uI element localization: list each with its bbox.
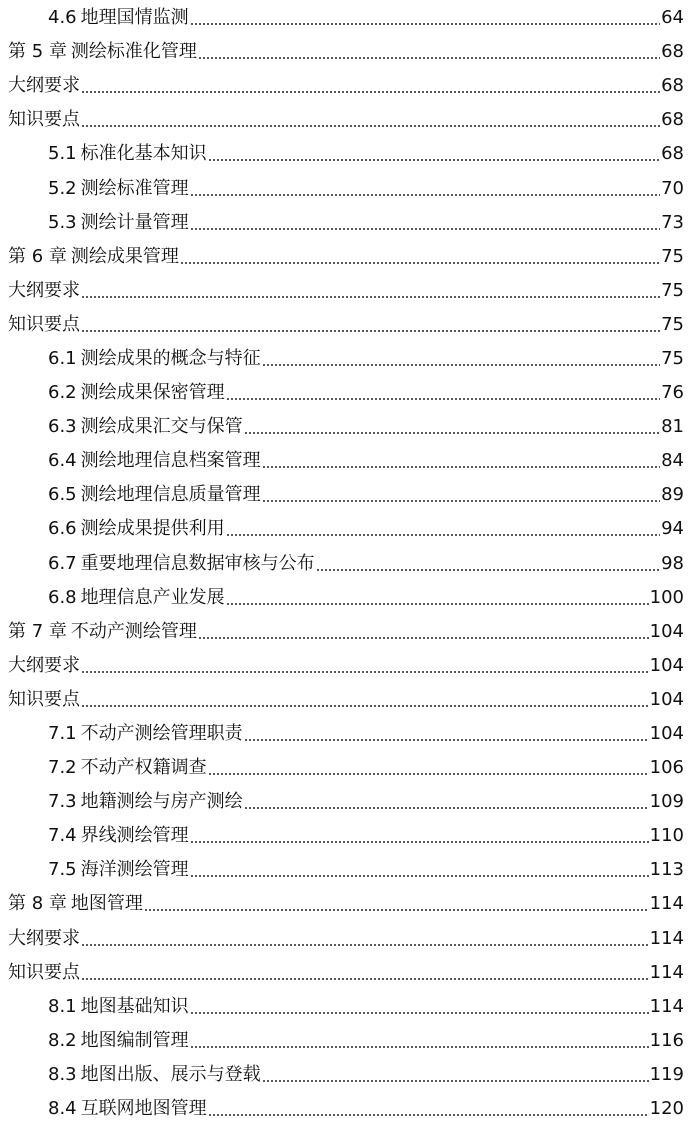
toc-chapter-entry: [0, 887, 700, 921]
toc-entry-number: 6.5: [48, 484, 77, 506]
toc-page-number: 68: [661, 109, 684, 131]
toc-entry-title-group: [48, 996, 189, 1018]
toc-entry-title: 重要地理信息数据审核与公布: [80, 552, 315, 574]
toc-chapter-entry: [0, 649, 700, 683]
toc-section-entry: [0, 206, 700, 240]
toc-section-entry: [0, 376, 700, 410]
toc-entry-title-group: [48, 518, 225, 540]
dot-leader: [81, 963, 649, 985]
toc-page-number: 120: [649, 1098, 684, 1120]
toc-page-number: 110: [649, 825, 684, 847]
toc-page-number: 114: [649, 995, 684, 1017]
toc-page-number: 119: [649, 1063, 684, 1085]
toc-page-number: 68: [661, 143, 684, 165]
toc-page-number: 75: [661, 313, 684, 335]
toc-entry-title-group: [8, 655, 80, 677]
toc-page-number: 113: [649, 859, 684, 881]
toc-entry-title: 测绘地理信息档案管理: [80, 450, 261, 472]
toc-entry-number: 6.1: [48, 347, 77, 369]
toc-page-number: 109: [649, 791, 684, 813]
toc-entry-number: 第 6 章: [8, 245, 67, 267]
toc-page-number: 75: [661, 279, 684, 301]
toc-entry-number: 6.8: [48, 586, 77, 608]
dot-leader: [262, 349, 660, 371]
dot-leader: [190, 826, 649, 848]
toc-chapter-entry: [0, 683, 700, 717]
toc-section-entry: [0, 342, 700, 376]
dot-leader: [262, 451, 660, 473]
toc-entry-title: 测绘计量管理: [80, 211, 189, 233]
toc-page-number: 75: [661, 347, 684, 369]
toc-entry-number: 8.1: [48, 995, 77, 1017]
toc-entry-number: 8.3: [48, 1063, 77, 1085]
toc-page-number: 100: [649, 586, 684, 608]
dot-leader: [190, 213, 660, 235]
toc-section-entry: [0, 1058, 700, 1092]
toc-entry-title-group: [48, 1064, 261, 1086]
toc-chapter-entry: [0, 308, 700, 342]
dot-leader: [208, 144, 660, 166]
toc-page-number: 116: [649, 1029, 684, 1051]
toc-entry-title-group: [8, 109, 80, 131]
toc-page-number: 64: [661, 7, 684, 29]
toc-entry-number: 第 8 章: [8, 893, 67, 915]
toc-section-entry: [0, 171, 700, 205]
toc-entry-title-group: [8, 280, 80, 302]
toc-page-number: 81: [661, 416, 684, 438]
toc-chapter-entry: [0, 922, 700, 956]
toc-page-number: 114: [649, 927, 684, 949]
toc-entry-title-group: [8, 621, 197, 643]
toc-entry-title-group: [48, 450, 261, 472]
toc-page-number: 70: [661, 177, 684, 199]
toc-entry-number: 6.6: [48, 518, 77, 540]
toc-entry-number: 4.6: [48, 7, 77, 29]
dot-leader: [244, 417, 660, 439]
dot-leader: [190, 860, 649, 882]
toc-entry-title-group: [8, 689, 80, 711]
dot-leader: [81, 315, 660, 337]
toc-entry-title-group: [48, 723, 243, 745]
toc-chapter-entry: [0, 240, 700, 274]
toc-entry-title-group: [48, 859, 189, 881]
toc-chapter-entry: [0, 69, 700, 103]
toc-chapter-entry: [0, 615, 700, 649]
toc-entry-number: 7.5: [48, 859, 77, 881]
toc-entry-title-group: [48, 484, 261, 506]
dot-leader: [226, 588, 649, 610]
dot-leader: [81, 110, 660, 132]
toc-section-entry: [0, 990, 700, 1024]
dot-leader: [190, 8, 660, 30]
toc-section-entry: [0, 717, 700, 751]
toc-entry-title-group: [8, 962, 80, 984]
toc-page-number: 106: [649, 757, 684, 779]
toc-section-entry: [0, 547, 700, 581]
toc-entry-number: 6.7: [48, 552, 77, 574]
dot-leader: [208, 1099, 649, 1121]
toc-entry-title: 地图编制管理: [80, 1029, 189, 1051]
toc-entry-title-group: [48, 587, 225, 609]
toc-entry-title: 不动产测绘管理: [70, 620, 197, 642]
toc-entry-title-group: [48, 7, 189, 29]
toc-entry-number: 第 5 章: [8, 41, 67, 63]
toc-entry-title-group: [48, 1098, 207, 1120]
toc-entry-title: 不动产权籍调查: [80, 757, 207, 779]
dot-leader: [262, 485, 660, 507]
toc-entry-number: 8.2: [48, 1029, 77, 1051]
toc-section-entry: [0, 819, 700, 853]
toc-section-entry: [0, 1, 700, 35]
toc-entry-title-group: [48, 825, 189, 847]
toc-page-number: 68: [661, 41, 684, 63]
toc-entry-title: 大纲要求: [8, 75, 80, 97]
toc-entry-title: 地理国情监测: [80, 7, 189, 29]
toc-entry-title-group: [48, 178, 189, 200]
toc-entry-title-group: [8, 893, 143, 915]
toc-entry-title: 测绘标准化管理: [70, 41, 197, 63]
toc-entry-number: 7.4: [48, 825, 77, 847]
toc-entry-title: 测绘地理信息质量管理: [80, 484, 261, 506]
toc-page-number: 104: [649, 688, 684, 710]
dot-leader: [208, 758, 649, 780]
dot-leader: [81, 656, 649, 678]
toc-entry-title-group: [8, 314, 80, 336]
toc-entry-title: 大纲要求: [8, 927, 80, 949]
toc-entry-title-group: [48, 791, 243, 813]
dot-leader: [144, 894, 649, 916]
dot-leader: [244, 792, 649, 814]
toc-entry-number: 6.3: [48, 416, 77, 438]
toc-section-entry: [0, 785, 700, 819]
toc-section-entry: [0, 853, 700, 887]
toc-entry-title-group: [48, 553, 315, 575]
dot-leader: [180, 247, 660, 269]
toc-page-number: 114: [649, 961, 684, 983]
toc-entry-title-group: [48, 212, 189, 234]
toc-section-entry: [0, 410, 700, 444]
dot-leader: [81, 76, 660, 98]
toc-page-number: 104: [649, 654, 684, 676]
toc-entry-title: 不动产测绘管理职责: [80, 723, 243, 745]
toc-section-entry: [0, 1024, 700, 1058]
toc-page-number: 104: [649, 620, 684, 642]
dot-leader: [198, 42, 660, 64]
toc-entry-title-group: [8, 41, 197, 63]
toc-entry-title-group: [8, 75, 80, 97]
toc-entry-number: 第 7 章: [8, 620, 67, 642]
toc-entry-title: 界线测绘管理: [80, 825, 189, 847]
toc-entry-number: 6.2: [48, 382, 77, 404]
toc-page-number: 114: [649, 893, 684, 915]
toc-page-number: 75: [661, 245, 684, 267]
toc-entry-number: 6.4: [48, 450, 77, 472]
dot-leader: [190, 997, 649, 1019]
toc-entry-title-group: [48, 757, 207, 779]
toc-page-number: 104: [649, 723, 684, 745]
toc-section-entry: [0, 478, 700, 512]
toc-entry-title: 地图基础知识: [80, 995, 189, 1017]
toc-entry-number: 5.1: [48, 143, 77, 165]
toc-section-entry: [0, 444, 700, 478]
toc-entry-title: 地理信息产业发展: [80, 586, 225, 608]
dot-leader: [190, 179, 660, 201]
toc-entry-number: 5.2: [48, 177, 77, 199]
toc-entry-number: 7.2: [48, 757, 77, 779]
toc-entry-title: 测绘成果汇交与保管: [80, 416, 243, 438]
dot-leader: [262, 1065, 649, 1087]
toc-page-number: 76: [661, 382, 684, 404]
toc-entry-title-group: [8, 928, 80, 950]
toc-section-entry: [0, 1092, 700, 1126]
toc-entry-title: 测绘成果管理: [70, 245, 179, 267]
dot-leader: [316, 554, 660, 576]
toc-entry-title: 地图管理: [70, 893, 143, 915]
toc-chapter-entry: [0, 35, 700, 69]
toc-entry-title: 测绘成果保密管理: [80, 382, 225, 404]
toc-entry-number: 5.3: [48, 211, 77, 233]
toc-entry-title: 大纲要求: [8, 279, 80, 301]
dot-leader: [226, 519, 660, 541]
dot-leader: [81, 929, 649, 951]
toc-page-number: 89: [661, 484, 684, 506]
toc-entry-number: 7.1: [48, 723, 77, 745]
toc-entry-title: 知识要点: [8, 688, 80, 710]
toc-section-entry: [0, 512, 700, 546]
toc-section-entry: [0, 751, 700, 785]
toc-entry-title: 大纲要求: [8, 654, 80, 676]
toc-entry-title: 标准化基本知识: [80, 143, 207, 165]
toc-entry-title: 地图出版、展示与登载: [80, 1063, 261, 1085]
toc-page-number: 73: [661, 211, 684, 233]
toc-chapter-entry: [0, 103, 700, 137]
toc-page-number: 98: [661, 552, 684, 574]
dot-leader: [226, 383, 660, 405]
table-of-contents: [0, 1, 700, 1126]
toc-entry-title: 测绘标准管理: [80, 177, 189, 199]
toc-entry-number: 7.3: [48, 791, 77, 813]
toc-entry-title: 测绘成果提供利用: [80, 518, 225, 540]
toc-section-entry: [0, 581, 700, 615]
toc-entry-title: 知识要点: [8, 109, 80, 131]
toc-entry-title: 海洋测绘管理: [80, 859, 189, 881]
toc-entry-title-group: [48, 382, 225, 404]
dot-leader: [190, 1031, 649, 1053]
toc-entry-title: 互联网地图管理: [80, 1098, 207, 1120]
toc-entry-title-group: [8, 246, 179, 268]
toc-entry-title: 知识要点: [8, 313, 80, 335]
toc-chapter-entry: [0, 956, 700, 990]
toc-entry-title-group: [48, 348, 261, 370]
dot-leader: [198, 622, 649, 644]
dot-leader: [81, 690, 649, 712]
toc-entry-title: 知识要点: [8, 961, 80, 983]
toc-entry-title: 测绘成果的概念与特征: [80, 347, 261, 369]
toc-entry-number: 8.4: [48, 1098, 77, 1120]
toc-entry-title-group: [48, 1030, 189, 1052]
toc-entry-title-group: [48, 416, 243, 438]
toc-section-entry: [0, 137, 700, 171]
dot-leader: [244, 724, 649, 746]
toc-page-number: 94: [661, 518, 684, 540]
toc-chapter-entry: [0, 274, 700, 308]
toc-entry-title: 地籍测绘与房产测绘: [80, 791, 243, 813]
toc-page-number: 68: [661, 75, 684, 97]
toc-entry-title-group: [48, 143, 207, 165]
dot-leader: [81, 281, 660, 303]
toc-page-number: 84: [661, 450, 684, 472]
